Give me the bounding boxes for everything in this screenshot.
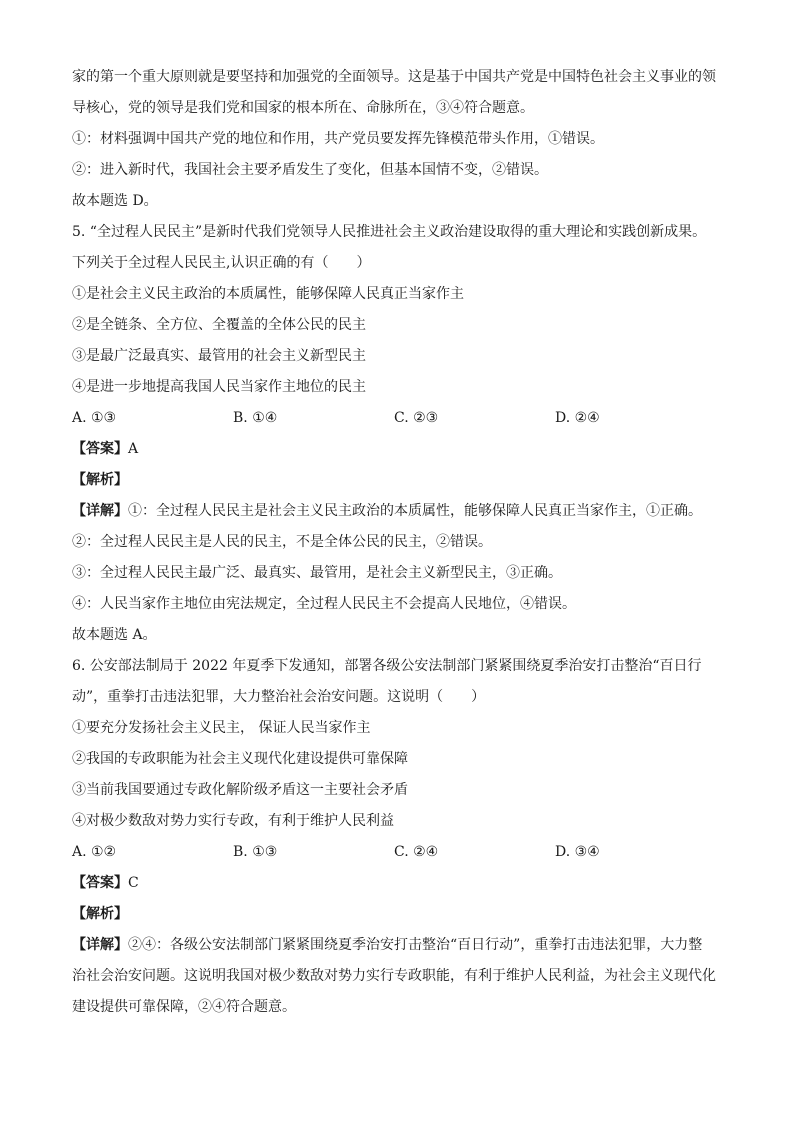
document-page (72, 62, 732, 1023)
q5-option-b: B. ①④ (233, 410, 278, 426)
q6-analysis-tag: 【解析】 (72, 906, 128, 922)
q5-analysis-line (72, 465, 732, 496)
q5-answer-tag: 【答案】 (72, 441, 128, 457)
prev-explanation-1: ①：材料强调中国共产党的地位和作用，共产党员要发挥先锋模范带头作用，①错误。 (72, 131, 604, 147)
q6-options (72, 837, 732, 868)
q5-conclusion: 故本题选 A。 (72, 627, 157, 643)
q5-detail-tag: 【详解】 (72, 503, 128, 519)
q6-detail-text-1: ②④：各级公安法制部门紧紧围绕夏季治安打击整治“百日行动”，重拳打击违法犯罪，大力整 (128, 937, 703, 953)
q5-item-2: ②是全链条、全方位、全覆盖的全体公民的民主 (72, 317, 366, 333)
prev-continuation-line-1: 家的第一个重大原则就是要坚持和加强党的全面领导。这是基于中国共产党是中国特色社会主义事业的领 (72, 69, 716, 85)
q5-item-3: ③是最广泛最真实、最管用的社会主义新型民主 (72, 348, 366, 364)
q5-option-c: C. ②③ (394, 410, 439, 426)
q6-option-b: B. ①③ (233, 844, 278, 860)
q6-item-2: ②我国的专政职能为社会主义现代化建设提供可靠保障 (72, 751, 408, 767)
q6-item-4: ④对极少数敌对势力实行专政，有利于维护人民利益 (72, 813, 394, 829)
prev-conclusion: 故本题选 D。 (72, 193, 158, 209)
q5-stem-line-2: 下列关于全过程人民民主,认识正确的有（ ） (72, 255, 371, 271)
q6-answer-value: C (128, 875, 139, 891)
q6-detail-line-3: 建设提供可靠保障，②④符合题意。 (72, 999, 296, 1015)
q6-option-d: D. ③④ (555, 844, 600, 860)
q6-answer-tag: 【答案】 (72, 875, 128, 891)
q5-option-a: A. ①③ (72, 410, 117, 426)
q5-item-4: ④是进一步地提高我国人民当家作主地位的民主 (72, 379, 366, 395)
q6-detail-line-2: 治社会治安问题。这说明我国对极少数敌对势力实行专政职能，有利于维护人民利益，为社会主义现代化 (72, 968, 716, 984)
q5-detail-line-4: ④：人民当家作主地位由宪法规定，全过程人民民主不会提高人民地位，④错误。 (72, 596, 576, 612)
q6-option-c: C. ②④ (394, 844, 439, 860)
q5-answer-line (72, 434, 732, 465)
q6-answer-line (72, 868, 732, 899)
q6-option-a: A. ①② (72, 844, 117, 860)
q6-detail-line-1 (72, 930, 732, 961)
q5-item-1: ①是社会主义民主政治的本质属性，能够保障人民真正当家作主 (72, 286, 464, 302)
q5-stem-line-1: 5. “全过程人民民主”是新时代我们党领导人民推进社会主义政治建设取得的重大理论和实践创新成果。 (72, 224, 707, 240)
q5-analysis-tag: 【解析】 (72, 472, 128, 488)
q5-options (72, 403, 732, 434)
q5-detail-text-1: ①：全过程人民民主是社会主义民主政治的本质属性，能够保障人民真正当家作主，①正确。 (128, 503, 702, 519)
q6-analysis-line (72, 899, 732, 930)
q6-stem-line-1: 6. 公安部法制局于 2022 年夏季下发通知，部署各级公安法制部门紧紧围绕夏季治安打击整治“百日行 (72, 658, 702, 674)
q6-item-3: ③当前我国要通过专政化解阶级矛盾这一主要社会矛盾 (72, 782, 408, 798)
q6-detail-tag: 【详解】 (72, 937, 128, 953)
prev-explanation-2: ②：进入新时代，我国社会主要矛盾发生了变化，但基本国情不变，②错误。 (72, 162, 548, 178)
q5-detail-line-2: ②：全过程人民民主是人民的民主，不是全体公民的民主，②错误。 (72, 534, 492, 550)
q5-detail-line-1 (72, 496, 732, 527)
q6-stem-line-2: 动”，重拳打击违法犯罪，大力整治社会治安问题。这说明（ ） (72, 689, 486, 705)
q6-item-1: ①要充分发扬社会主义民主， 保证人民当家作主 (72, 720, 371, 736)
q5-answer-value: A (128, 441, 139, 457)
prev-continuation-line-2: 导核心，党的领导是我们党和国家的根本所在、命脉所在，③④符合题意。 (72, 100, 534, 116)
q5-option-d: D. ②④ (555, 410, 600, 426)
q5-detail-line-3: ③：全过程人民民主最广泛、最真实、最管用，是社会主义新型民主，③正确。 (72, 565, 562, 581)
